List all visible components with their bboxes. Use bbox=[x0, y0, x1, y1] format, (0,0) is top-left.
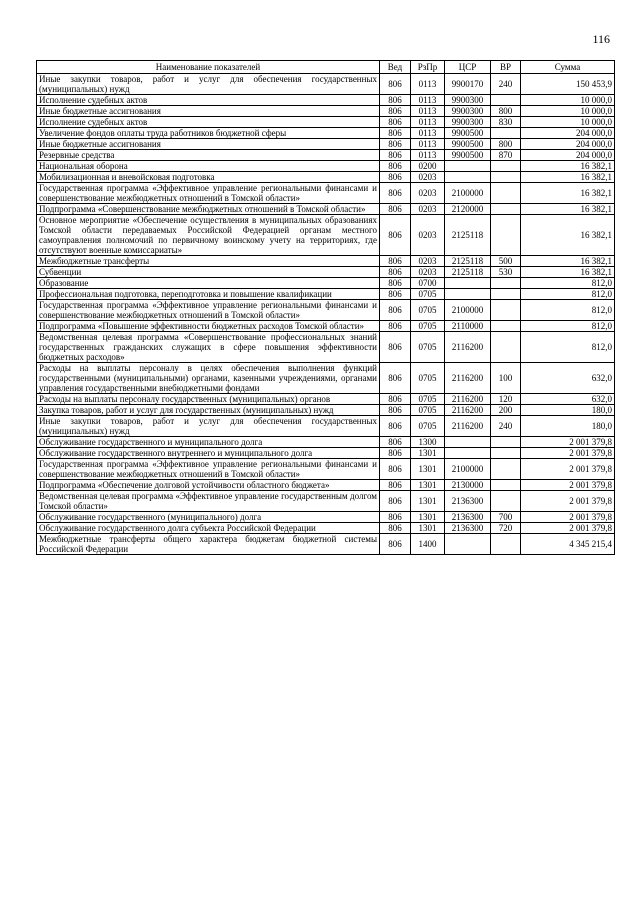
row-sum-cell: 2 001 379,8 bbox=[521, 459, 615, 480]
row-sum-cell: 10 000,0 bbox=[521, 117, 615, 128]
row-name-cell: Обслуживание государственного (муниципального) долга bbox=[37, 512, 380, 523]
row-vr-cell bbox=[491, 161, 521, 172]
row-sum-cell: 16 382,1 bbox=[521, 256, 615, 267]
row-rzpr-cell: 0113 bbox=[411, 106, 445, 117]
row-vr-cell bbox=[491, 300, 521, 321]
table-row bbox=[37, 128, 615, 139]
table-row bbox=[37, 405, 615, 416]
row-rzpr-cell: 0113 bbox=[411, 150, 445, 161]
row-rzpr-cell: 1400 bbox=[411, 534, 445, 555]
row-csr-cell: 2116200 bbox=[445, 405, 491, 416]
table-row bbox=[37, 512, 615, 523]
header-ved: Вед bbox=[380, 61, 411, 74]
row-sum-cell: 16 382,1 bbox=[521, 161, 615, 172]
row-sum-cell: 2 001 379,8 bbox=[521, 523, 615, 534]
table-row bbox=[37, 534, 615, 555]
table-row bbox=[37, 161, 615, 172]
row-ved-cell: 806 bbox=[380, 183, 411, 204]
row-name-cell: Межбюджетные трансферты общего характера бюджетам бюджетной системы Российской Федерации bbox=[37, 534, 380, 555]
table-row bbox=[37, 106, 615, 117]
row-csr-cell: 9900300 bbox=[445, 106, 491, 117]
row-name-cell: Ведомственная целевая программа «Эффективное управление государственным долгом Томской области» bbox=[37, 491, 380, 512]
row-vr-cell bbox=[491, 278, 521, 289]
row-name-cell: Подпрограмма «Обеспечение долговой устойчивости областного бюджета» bbox=[37, 480, 380, 491]
header-name: Наименование показателей bbox=[37, 61, 380, 74]
row-ved-cell: 806 bbox=[380, 437, 411, 448]
table-row bbox=[37, 215, 615, 256]
row-rzpr-cell: 0705 bbox=[411, 321, 445, 332]
row-name-cell: Ведомственная целевая программа «Совершенствование профессиональных знаний государственных гражданских служащих в сфере повышения эффективности бюджетных расходов» bbox=[37, 332, 380, 363]
row-ved-cell: 806 bbox=[380, 512, 411, 523]
table-row bbox=[37, 300, 615, 321]
row-rzpr-cell: 0113 bbox=[411, 128, 445, 139]
row-name-cell: Расходы на выплаты персоналу государственных (муниципальных) органов bbox=[37, 394, 380, 405]
row-vr-cell: 500 bbox=[491, 256, 521, 267]
row-ved-cell: 806 bbox=[380, 491, 411, 512]
row-sum-cell: 2 001 379,8 bbox=[521, 491, 615, 512]
table-row bbox=[37, 150, 615, 161]
row-ved-cell: 806 bbox=[380, 172, 411, 183]
row-vr-cell: 870 bbox=[491, 150, 521, 161]
row-csr-cell: 9900500 bbox=[445, 128, 491, 139]
row-vr-cell bbox=[491, 459, 521, 480]
page-number: 116 bbox=[592, 32, 610, 46]
table-row bbox=[37, 523, 615, 534]
row-sum-cell: 10 000,0 bbox=[521, 95, 615, 106]
table-row bbox=[37, 74, 615, 95]
row-rzpr-cell: 1301 bbox=[411, 491, 445, 512]
row-rzpr-cell: 0113 bbox=[411, 95, 445, 106]
row-ved-cell: 806 bbox=[380, 139, 411, 150]
row-sum-cell: 204 000,0 bbox=[521, 139, 615, 150]
row-name-cell: Государственная программа «Эффективное управление региональными финансами и совершенствование межбюджетных отношений в Томской области» bbox=[37, 300, 380, 321]
row-rzpr-cell: 0113 bbox=[411, 74, 445, 95]
row-csr-cell bbox=[445, 161, 491, 172]
row-ved-cell: 806 bbox=[380, 480, 411, 491]
row-ved-cell: 806 bbox=[380, 394, 411, 405]
row-sum-cell: 4 345 215,4 bbox=[521, 534, 615, 555]
row-ved-cell: 806 bbox=[380, 117, 411, 128]
row-vr-cell bbox=[491, 183, 521, 204]
row-ved-cell: 806 bbox=[380, 289, 411, 300]
row-rzpr-cell: 0203 bbox=[411, 267, 445, 278]
row-ved-cell: 806 bbox=[380, 416, 411, 437]
row-rzpr-cell: 1301 bbox=[411, 480, 445, 491]
table-row bbox=[37, 448, 615, 459]
row-vr-cell: 720 bbox=[491, 523, 521, 534]
row-name-cell: Государственная программа «Эффективное управление региональными финансами и совершенствование межбюджетных отношений в Томской области» bbox=[37, 183, 380, 204]
row-name-cell: Национальная оборона bbox=[37, 161, 380, 172]
row-sum-cell: 16 382,1 bbox=[521, 204, 615, 215]
row-vr-cell bbox=[491, 437, 521, 448]
table-row bbox=[37, 480, 615, 491]
row-rzpr-cell: 0705 bbox=[411, 289, 445, 300]
row-name-cell: Подпрограмма «Повышение эффективности бюджетных расходов Томской области» bbox=[37, 321, 380, 332]
row-ved-cell: 806 bbox=[380, 128, 411, 139]
row-vr-cell: 800 bbox=[491, 106, 521, 117]
row-name-cell: Обслуживание государственного долга субъекта Российской Федерации bbox=[37, 523, 380, 534]
row-ved-cell: 806 bbox=[380, 332, 411, 363]
row-rzpr-cell: 0203 bbox=[411, 256, 445, 267]
row-csr-cell bbox=[445, 534, 491, 555]
header-vr: ВР bbox=[491, 61, 521, 74]
row-vr-cell bbox=[491, 321, 521, 332]
row-sum-cell: 204 000,0 bbox=[521, 150, 615, 161]
row-name-cell: Закупка товаров, работ и услуг для государственных (муниципальных) нужд bbox=[37, 405, 380, 416]
row-csr-cell bbox=[445, 437, 491, 448]
budget-table bbox=[36, 60, 615, 555]
row-csr-cell: 9900300 bbox=[445, 117, 491, 128]
row-ved-cell: 806 bbox=[380, 150, 411, 161]
row-vr-cell bbox=[491, 215, 521, 256]
row-vr-cell bbox=[491, 332, 521, 363]
table-row bbox=[37, 332, 615, 363]
row-csr-cell: 9900170 bbox=[445, 74, 491, 95]
row-csr-cell: 2125118 bbox=[445, 256, 491, 267]
header-rzpr: РзПр bbox=[411, 61, 445, 74]
table-row bbox=[37, 278, 615, 289]
row-rzpr-cell: 0705 bbox=[411, 363, 445, 394]
row-name-cell: Государственная программа «Эффективное управление региональными финансами и совершенствование межбюджетных отношений в Томской области» bbox=[37, 459, 380, 480]
row-sum-cell: 2 001 379,8 bbox=[521, 437, 615, 448]
row-csr-cell: 9900500 bbox=[445, 139, 491, 150]
row-rzpr-cell: 1301 bbox=[411, 448, 445, 459]
row-vr-cell: 200 bbox=[491, 405, 521, 416]
row-csr-cell bbox=[445, 289, 491, 300]
row-vr-cell: 700 bbox=[491, 512, 521, 523]
row-csr-cell: 2116200 bbox=[445, 363, 491, 394]
table-row bbox=[37, 416, 615, 437]
row-rzpr-cell: 0705 bbox=[411, 332, 445, 363]
table-row bbox=[37, 204, 615, 215]
row-ved-cell: 806 bbox=[380, 363, 411, 394]
row-ved-cell: 806 bbox=[380, 300, 411, 321]
row-vr-cell bbox=[491, 491, 521, 512]
row-rzpr-cell: 0705 bbox=[411, 416, 445, 437]
row-name-cell: Иные закупки товаров, работ и услуг для обеспечения государственных (муниципальных) нужд bbox=[37, 416, 380, 437]
row-csr-cell: 2125118 bbox=[445, 215, 491, 256]
row-csr-cell: 2120000 bbox=[445, 204, 491, 215]
row-name-cell: Субвенции bbox=[37, 267, 380, 278]
row-sum-cell: 180,0 bbox=[521, 405, 615, 416]
row-csr-cell: 2136300 bbox=[445, 512, 491, 523]
row-csr-cell: 2100000 bbox=[445, 183, 491, 204]
row-vr-cell: 100 bbox=[491, 363, 521, 394]
row-sum-cell: 150 453,9 bbox=[521, 74, 615, 95]
row-vr-cell bbox=[491, 172, 521, 183]
row-vr-cell: 530 bbox=[491, 267, 521, 278]
row-sum-cell: 204 000,0 bbox=[521, 128, 615, 139]
row-sum-cell: 16 382,1 bbox=[521, 267, 615, 278]
row-name-cell: Исполнение судебных актов bbox=[37, 95, 380, 106]
row-csr-cell: 2116200 bbox=[445, 394, 491, 405]
row-ved-cell: 806 bbox=[380, 459, 411, 480]
row-csr-cell: 2116200 bbox=[445, 332, 491, 363]
table-row bbox=[37, 117, 615, 128]
row-vr-cell: 240 bbox=[491, 416, 521, 437]
row-rzpr-cell: 0700 bbox=[411, 278, 445, 289]
row-ved-cell: 806 bbox=[380, 523, 411, 534]
row-csr-cell: 2130000 bbox=[445, 480, 491, 491]
row-ved-cell: 806 bbox=[380, 448, 411, 459]
row-sum-cell: 812,0 bbox=[521, 289, 615, 300]
table-header-row bbox=[37, 61, 615, 74]
row-csr-cell: 2100000 bbox=[445, 300, 491, 321]
row-vr-cell bbox=[491, 204, 521, 215]
table-row bbox=[37, 363, 615, 394]
row-sum-cell: 632,0 bbox=[521, 363, 615, 394]
table-row bbox=[37, 183, 615, 204]
row-sum-cell: 16 382,1 bbox=[521, 215, 615, 256]
row-rzpr-cell: 0113 bbox=[411, 139, 445, 150]
row-sum-cell: 16 382,1 bbox=[521, 172, 615, 183]
row-rzpr-cell: 0705 bbox=[411, 394, 445, 405]
row-name-cell: Профессиональная подготовка, переподготовка и повышение квалификации bbox=[37, 289, 380, 300]
row-sum-cell: 10 000,0 bbox=[521, 106, 615, 117]
row-rzpr-cell: 0113 bbox=[411, 117, 445, 128]
row-rzpr-cell: 0200 bbox=[411, 161, 445, 172]
table-row bbox=[37, 321, 615, 332]
row-ved-cell: 806 bbox=[380, 215, 411, 256]
row-vr-cell: 830 bbox=[491, 117, 521, 128]
table-row bbox=[37, 459, 615, 480]
row-rzpr-cell: 1300 bbox=[411, 437, 445, 448]
table-row bbox=[37, 491, 615, 512]
row-rzpr-cell: 0203 bbox=[411, 204, 445, 215]
row-csr-cell: 2110000 bbox=[445, 321, 491, 332]
row-vr-cell bbox=[491, 448, 521, 459]
row-ved-cell: 806 bbox=[380, 267, 411, 278]
row-vr-cell bbox=[491, 95, 521, 106]
header-csr: ЦСР bbox=[445, 61, 491, 74]
row-sum-cell: 632,0 bbox=[521, 394, 615, 405]
row-name-cell: Межбюджетные трансферты bbox=[37, 256, 380, 267]
row-vr-cell: 120 bbox=[491, 394, 521, 405]
row-vr-cell: 800 bbox=[491, 139, 521, 150]
row-rzpr-cell: 1301 bbox=[411, 523, 445, 534]
row-csr-cell bbox=[445, 448, 491, 459]
row-sum-cell: 2 001 379,8 bbox=[521, 448, 615, 459]
row-csr-cell bbox=[445, 278, 491, 289]
row-vr-cell bbox=[491, 128, 521, 139]
row-rzpr-cell: 0705 bbox=[411, 300, 445, 321]
row-sum-cell: 812,0 bbox=[521, 321, 615, 332]
row-vr-cell bbox=[491, 534, 521, 555]
row-ved-cell: 806 bbox=[380, 106, 411, 117]
row-sum-cell: 16 382,1 bbox=[521, 183, 615, 204]
row-sum-cell: 180,0 bbox=[521, 416, 615, 437]
row-vr-cell bbox=[491, 289, 521, 300]
table-row bbox=[37, 394, 615, 405]
row-name-cell: Увеличение фондов оплаты труда работников бюджетной сферы bbox=[37, 128, 380, 139]
row-csr-cell: 2136300 bbox=[445, 491, 491, 512]
row-ved-cell: 806 bbox=[380, 161, 411, 172]
row-sum-cell: 812,0 bbox=[521, 332, 615, 363]
row-name-cell: Образование bbox=[37, 278, 380, 289]
row-vr-cell bbox=[491, 480, 521, 491]
row-csr-cell bbox=[445, 172, 491, 183]
row-sum-cell: 812,0 bbox=[521, 300, 615, 321]
table-row bbox=[37, 267, 615, 278]
table-row bbox=[37, 289, 615, 300]
table-row bbox=[37, 139, 615, 150]
row-name-cell: Иные бюджетные ассигнования bbox=[37, 139, 380, 150]
row-csr-cell: 2125118 bbox=[445, 267, 491, 278]
row-name-cell: Мобилизационная и вневойсковая подготовка bbox=[37, 172, 380, 183]
row-rzpr-cell: 1301 bbox=[411, 512, 445, 523]
row-ved-cell: 806 bbox=[380, 278, 411, 289]
row-csr-cell: 2116200 bbox=[445, 416, 491, 437]
row-sum-cell: 2 001 379,8 bbox=[521, 480, 615, 491]
row-ved-cell: 806 bbox=[380, 256, 411, 267]
table-row bbox=[37, 256, 615, 267]
row-rzpr-cell: 0203 bbox=[411, 215, 445, 256]
row-ved-cell: 806 bbox=[380, 204, 411, 215]
row-name-cell: Иные закупки товаров, работ и услуг для обеспечения государственных (муниципальных) нужд bbox=[37, 74, 380, 95]
row-csr-cell: 2136300 bbox=[445, 523, 491, 534]
row-ved-cell: 806 bbox=[380, 405, 411, 416]
row-sum-cell: 812,0 bbox=[521, 278, 615, 289]
row-sum-cell: 2 001 379,8 bbox=[521, 512, 615, 523]
row-name-cell: Подпрограмма «Совершенствование межбюджетных отношений в Томской области» bbox=[37, 204, 380, 215]
row-csr-cell: 9900300 bbox=[445, 95, 491, 106]
row-rzpr-cell: 0203 bbox=[411, 183, 445, 204]
row-name-cell: Иные бюджетные ассигнования bbox=[37, 106, 380, 117]
row-rzpr-cell: 0705 bbox=[411, 405, 445, 416]
row-name-cell: Обслуживание государственного внутреннего и муниципального долга bbox=[37, 448, 380, 459]
table-row bbox=[37, 95, 615, 106]
row-csr-cell: 9900500 bbox=[445, 150, 491, 161]
row-rzpr-cell: 1301 bbox=[411, 459, 445, 480]
row-name-cell: Резервные средства bbox=[37, 150, 380, 161]
table-row bbox=[37, 172, 615, 183]
row-csr-cell: 2100000 bbox=[445, 459, 491, 480]
row-rzpr-cell: 0203 bbox=[411, 172, 445, 183]
row-vr-cell: 240 bbox=[491, 74, 521, 95]
table-row bbox=[37, 437, 615, 448]
row-name-cell: Обслуживание государственного и муниципального долга bbox=[37, 437, 380, 448]
header-sum: Сумма bbox=[521, 61, 615, 74]
row-ved-cell: 806 bbox=[380, 321, 411, 332]
row-name-cell: Исполнение судебных актов bbox=[37, 117, 380, 128]
row-ved-cell: 806 bbox=[380, 95, 411, 106]
row-ved-cell: 806 bbox=[380, 74, 411, 95]
row-ved-cell: 806 bbox=[380, 534, 411, 555]
row-name-cell: Расходы на выплаты персоналу в целях обеспечения выполнения функций государственными (муниципальными) органами, казенными учреждениями, органами управления государственными внебюджетными фондами bbox=[37, 363, 380, 394]
row-name-cell: Основное мероприятие «Обеспечение осуществления в муниципальных образованиях Томской области передаваемых Российской Федерацией органам местного самоуправления полномочий по первичному воинскому учету на территориях, где отсутствуют военные комиссариаты» bbox=[37, 215, 380, 256]
